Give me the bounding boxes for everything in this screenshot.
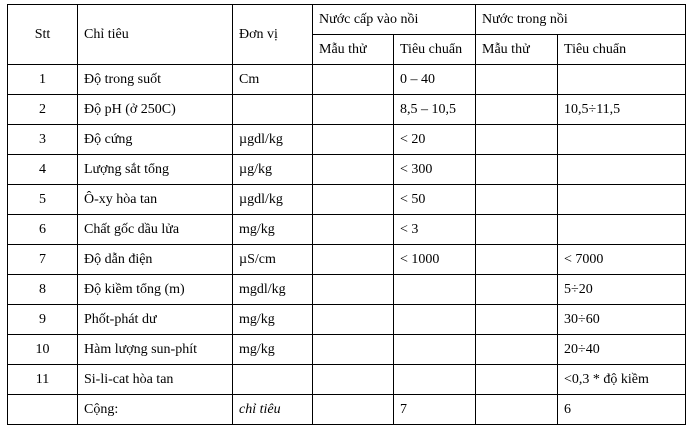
cell-stt: 8 xyxy=(8,275,78,305)
cell-boiler-standard: 20÷40 xyxy=(558,335,686,365)
total-boiler-standard-count: 6 xyxy=(558,395,686,425)
header-row-top xyxy=(8,5,686,35)
cell-stt: 2 xyxy=(8,95,78,125)
cell-boiler-sample xyxy=(476,185,558,215)
cell-don-vi: mgdl/kg xyxy=(233,275,313,305)
header-group-feed-water: Nước cấp vào nồi xyxy=(313,5,476,35)
cell-boiler-sample xyxy=(476,155,558,185)
cell-boiler-standard: < 7000 xyxy=(558,245,686,275)
water-quality-table xyxy=(7,4,686,425)
header-group-boiler-water: Nước trong nồi xyxy=(476,5,686,35)
cell-feed-sample xyxy=(313,215,394,245)
total-unit: chỉ tiêu xyxy=(233,395,313,425)
cell-chi-tieu: Hàm lượng sun-phít xyxy=(78,335,233,365)
cell-chi-tieu: Độ cứng xyxy=(78,125,233,155)
cell-feed-sample xyxy=(313,335,394,365)
table-row xyxy=(8,245,686,275)
cell-boiler-sample xyxy=(476,365,558,395)
cell-chi-tieu: Lượng sắt tổng xyxy=(78,155,233,185)
total-row xyxy=(8,395,686,425)
cell-don-vi: µgdl/kg xyxy=(233,125,313,155)
total-boiler-sample-empty xyxy=(476,395,558,425)
cell-feed-standard: < 50 xyxy=(394,185,476,215)
cell-chi-tieu: Chất gốc dầu lửa xyxy=(78,215,233,245)
cell-boiler-standard: <0,3 * độ kiềm xyxy=(558,365,686,395)
header-stt: Stt xyxy=(8,5,78,65)
cell-boiler-standard xyxy=(558,125,686,155)
cell-feed-sample xyxy=(313,275,394,305)
table-row xyxy=(8,335,686,365)
cell-boiler-standard: 5÷20 xyxy=(558,275,686,305)
cell-boiler-sample xyxy=(476,65,558,95)
total-stt-empty xyxy=(8,395,78,425)
cell-boiler-sample xyxy=(476,125,558,155)
header-chi-tieu: Chỉ tiêu xyxy=(78,5,233,65)
table-row xyxy=(8,185,686,215)
cell-stt: 6 xyxy=(8,215,78,245)
cell-don-vi: Cm xyxy=(233,65,313,95)
cell-boiler-standard: 10,5÷11,5 xyxy=(558,95,686,125)
cell-feed-sample xyxy=(313,185,394,215)
cell-feed-standard: < 20 xyxy=(394,125,476,155)
cell-feed-standard: < 300 xyxy=(394,155,476,185)
table-row xyxy=(8,155,686,185)
total-label: Cộng: xyxy=(78,395,233,425)
header-boiler-standard: Tiêu chuẩn xyxy=(558,35,686,65)
cell-feed-standard: 0 – 40 xyxy=(394,65,476,95)
cell-stt: 7 xyxy=(8,245,78,275)
cell-stt: 10 xyxy=(8,335,78,365)
cell-chi-tieu: Độ pH (ở 250C) xyxy=(78,95,233,125)
cell-chi-tieu: Độ trong suốt xyxy=(78,65,233,95)
cell-don-vi xyxy=(233,365,313,395)
cell-don-vi: µS/cm xyxy=(233,245,313,275)
header-don-vi: Đơn vị xyxy=(233,5,313,65)
cell-feed-sample xyxy=(313,365,394,395)
cell-don-vi: mg/kg xyxy=(233,305,313,335)
total-feed-sample-empty xyxy=(313,395,394,425)
cell-boiler-standard xyxy=(558,215,686,245)
cell-boiler-standard: 30÷60 xyxy=(558,305,686,335)
cell-stt: 11 xyxy=(8,365,78,395)
cell-chi-tieu: Độ dẫn điện xyxy=(78,245,233,275)
table-row xyxy=(8,215,686,245)
total-feed-standard-count: 7 xyxy=(394,395,476,425)
cell-feed-standard: 8,5 – 10,5 xyxy=(394,95,476,125)
table-row xyxy=(8,125,686,155)
cell-feed-standard xyxy=(394,275,476,305)
cell-boiler-sample xyxy=(476,245,558,275)
cell-stt: 4 xyxy=(8,155,78,185)
header-boiler-sample: Mẫu thử xyxy=(476,35,558,65)
cell-boiler-standard xyxy=(558,185,686,215)
table-row xyxy=(8,275,686,305)
cell-feed-sample xyxy=(313,125,394,155)
header-feed-standard: Tiêu chuẩn xyxy=(394,35,476,65)
cell-feed-standard xyxy=(394,305,476,335)
cell-boiler-sample xyxy=(476,335,558,365)
cell-feed-sample xyxy=(313,245,394,275)
header-feed-sample: Mẫu thử xyxy=(313,35,394,65)
cell-feed-standard xyxy=(394,365,476,395)
cell-chi-tieu: Si-li-cat hòa tan xyxy=(78,365,233,395)
cell-feed-standard: < 1000 xyxy=(394,245,476,275)
cell-feed-standard xyxy=(394,335,476,365)
cell-feed-sample xyxy=(313,65,394,95)
cell-boiler-sample xyxy=(476,275,558,305)
cell-don-vi: µgdl/kg xyxy=(233,185,313,215)
cell-feed-sample xyxy=(313,155,394,185)
cell-boiler-standard xyxy=(558,65,686,95)
cell-boiler-sample xyxy=(476,95,558,125)
cell-stt: 9 xyxy=(8,305,78,335)
cell-feed-sample xyxy=(313,95,394,125)
cell-don-vi: mg/kg xyxy=(233,215,313,245)
cell-stt: 3 xyxy=(8,125,78,155)
cell-boiler-standard xyxy=(558,155,686,185)
cell-chi-tieu: Phốt-phát dư xyxy=(78,305,233,335)
cell-boiler-sample xyxy=(476,305,558,335)
cell-feed-standard: < 3 xyxy=(394,215,476,245)
table-row xyxy=(8,95,686,125)
cell-feed-sample xyxy=(313,305,394,335)
cell-don-vi: µg/kg xyxy=(233,155,313,185)
cell-boiler-sample xyxy=(476,215,558,245)
cell-don-vi: mg/kg xyxy=(233,335,313,365)
cell-stt: 1 xyxy=(8,65,78,95)
table-row xyxy=(8,305,686,335)
cell-chi-tieu: Ô-xy hòa tan xyxy=(78,185,233,215)
cell-don-vi xyxy=(233,95,313,125)
cell-stt: 5 xyxy=(8,185,78,215)
cell-chi-tieu: Độ kiềm tổng (m) xyxy=(78,275,233,305)
table-row xyxy=(8,365,686,395)
table-row xyxy=(8,65,686,95)
